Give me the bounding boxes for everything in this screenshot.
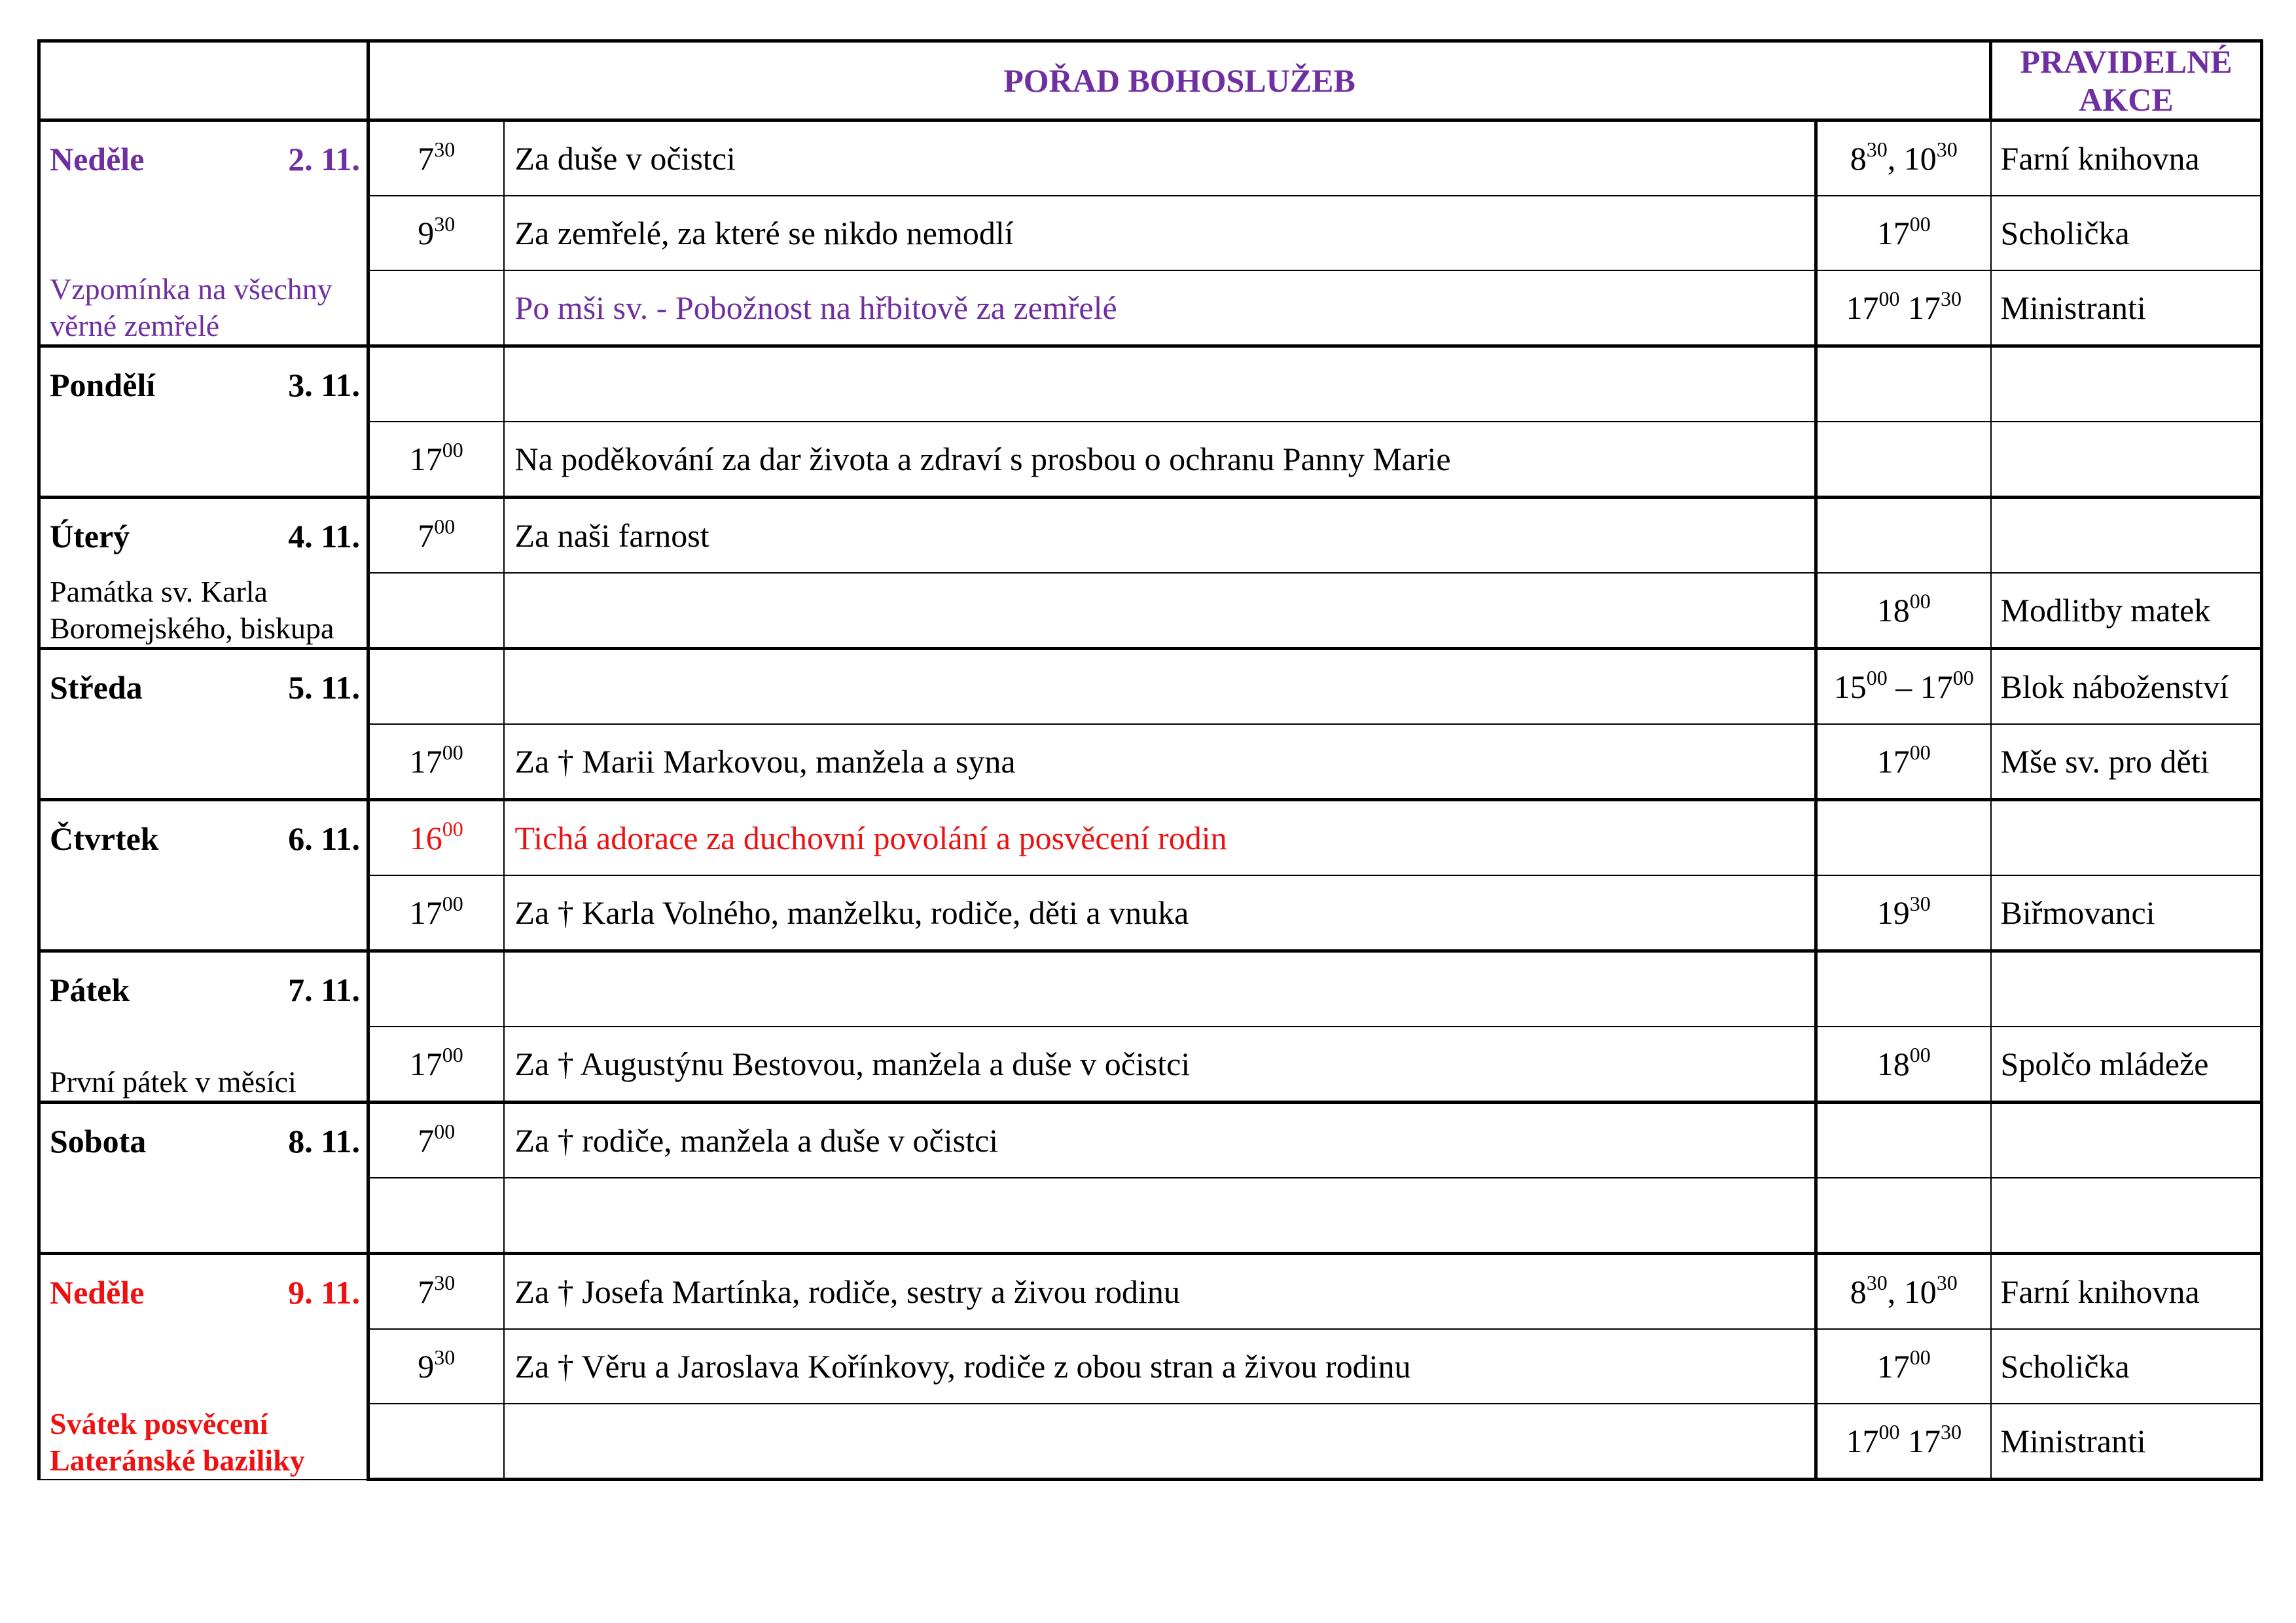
mass-intention: Na poděkování za dar života a zdraví s prosbou o ochranu Panny Marie [504,422,1816,498]
event-time-hour: – 17 [1887,668,1953,705]
mass-intention [504,951,1816,1027]
day-date: 7. 11. [288,972,360,1008]
mass-time [368,724,504,800]
mass-intention: Po mši sv. - Pobožnost na hřbitově za zemřelé [504,270,1816,346]
day-note: První pátek v měsíci [50,1065,296,1099]
day-name: Neděle [50,1274,145,1311]
mass-intention [504,1178,1816,1254]
event-time-hour: 17 [1876,215,1910,251]
event-time-hour: 15 [1833,668,1867,705]
event-time-minutes: 00 [1909,212,1931,236]
event-time [1816,1404,1991,1480]
event-name: Ministranti [1991,1404,2262,1480]
header-row [39,41,2262,120]
event-time-minutes: 30 [1941,1420,1962,1444]
mass-time [368,800,504,876]
mass-time-hour: 9 [418,1348,435,1385]
event-name [1991,422,2262,498]
event-time [1816,649,1991,725]
day-wrap [50,820,360,949]
day-header [50,668,360,706]
mass-time-hour: 7 [418,1273,435,1310]
mass-intention: Za † Marii Markovou, manžela a syna [504,724,1816,800]
mass-time-minutes: 00 [442,892,463,916]
event-time-hour: 8 [1850,140,1867,177]
event-name [1991,498,2262,574]
event-time [1816,498,1991,574]
mass-time-minutes: 30 [434,137,456,162]
day-wrap [50,1122,360,1252]
mass-intention: Za † Věru a Jaroslava Kořínkovy, rodiče z obou stran a živou rodinu [504,1329,1816,1404]
event-name [1991,1103,2262,1178]
event-name: Ministranti [1991,270,2262,346]
schedule-row [39,1254,2262,1330]
event-time [1816,346,1991,422]
day-cell [39,1103,368,1254]
mass-time-minutes: 00 [434,1120,456,1144]
event-name: Modlitby matek [1991,573,2262,649]
day-note: Památka sv. Karla Boromejského, biskupa [50,575,334,645]
schedule-row [39,1404,2262,1480]
event-name: Farní knihovna [1991,1254,2262,1330]
day-date: 8. 11. [288,1123,360,1159]
mass-time [368,649,504,725]
mass-time-hour: 17 [409,441,442,477]
schedule-row [39,346,2262,422]
schedule-row [39,498,2262,574]
mass-intention: Za † Josefa Martínka, rodiče, sestry a živou rodinu [504,1254,1816,1330]
mass-intention [504,346,1816,422]
mass-time [368,120,504,196]
day-cell [39,346,368,498]
day-date: 2. 11. [288,141,360,177]
event-time [1816,724,1991,800]
day-date: 9. 11. [288,1274,360,1311]
day-header [50,820,360,858]
event-time [1816,196,1991,270]
day-cell [39,1254,368,1480]
mass-time-hour: 9 [418,215,435,251]
event-time-minutes: 00 [1952,666,1974,690]
event-time-hour: 17 [1899,289,1941,326]
day-header [50,366,360,404]
day-header [50,1273,360,1311]
event-name: Mše sv. pro děti [1991,724,2262,800]
mass-time-minutes: 30 [434,212,456,236]
mass-time-minutes: 00 [442,438,463,462]
mass-time [368,875,504,951]
day-wrap [50,668,360,798]
mass-time [368,498,504,574]
schedule-row [39,1103,2262,1178]
event-name: Scholička [1991,196,2262,270]
mass-time [368,1178,504,1254]
event-time-minutes: 00 [1909,1345,1931,1370]
event-time [1816,1178,1991,1254]
day-cell [39,498,368,649]
mass-time-minutes: 00 [434,515,456,539]
event-time-minutes: 00 [1878,1420,1900,1444]
event-time [1816,1329,1991,1404]
day-note: Vzpomínka na všechny věrné zemřelé [50,272,332,342]
day-name: Úterý [50,518,130,555]
mass-time [368,422,504,498]
event-time-minutes: 00 [1909,1043,1931,1067]
mass-time [368,1027,504,1103]
mass-time-hour: 17 [409,743,442,780]
day-wrap [50,1273,360,1479]
event-time-minutes: 30 [1936,137,1958,162]
day-header [50,1122,360,1160]
event-time-hour: 19 [1876,894,1910,931]
day-header [50,971,360,1009]
event-time-minutes: 30 [1866,1271,1888,1295]
day-date: 4. 11. [288,518,360,555]
event-time-hour: 18 [1876,1046,1910,1082]
mass-intention: Za zemřelé, za které se nikdo nemodlí [504,196,1816,270]
schedule-row [39,422,2262,498]
event-time [1816,800,1991,876]
event-time [1816,1027,1991,1103]
schedule-row [39,724,2262,800]
day-name: Pondělí [50,367,156,403]
day-note: Svátek posvěcení Lateránské baziliky [50,1406,305,1477]
mass-time-hour: 7 [418,1122,435,1159]
mass-time-minutes: 30 [434,1345,456,1370]
day-name: Neděle [50,141,145,177]
event-time-minutes: 00 [1909,740,1931,765]
mass-time [368,346,504,422]
header-side-title: PRAVIDELNÉ AKCE [1991,41,2262,120]
event-time-hour: 17 [1846,1423,1879,1459]
schedule-row [39,120,2262,196]
event-name: Scholička [1991,1329,2262,1404]
mass-time [368,270,504,346]
day-date: 6. 11. [288,820,360,857]
mass-time [368,1404,504,1480]
schedule-row [39,1027,2262,1103]
event-time-hour: 18 [1876,592,1910,629]
event-name [1991,951,2262,1027]
event-name: Farní knihovna [1991,120,2262,196]
event-time-hour: , 10 [1887,140,1937,177]
event-time [1816,875,1991,951]
event-name [1991,346,2262,422]
schedule-row [39,875,2262,951]
event-time-hour: 17 [1876,1348,1910,1385]
event-time-minutes: 30 [1866,137,1888,162]
schedule-sheet [37,39,2260,1491]
day-header [50,140,360,178]
day-wrap [50,366,360,496]
day-date: 3. 11. [288,367,360,403]
event-time [1816,422,1991,498]
mass-time-hour: 17 [409,894,442,931]
schedule-row [39,1178,2262,1254]
event-time-hour: 8 [1850,1273,1867,1310]
event-time [1816,951,1991,1027]
schedule-table [37,39,2263,1481]
mass-time [368,951,504,1027]
schedule-row [39,270,2262,346]
event-time [1816,1103,1991,1178]
mass-time-hour: 7 [418,140,435,177]
mass-intention: Za duše v očistci [504,120,1816,196]
event-time [1816,120,1991,196]
event-time-minutes: 30 [1936,1271,1958,1295]
day-cell [39,800,368,951]
event-time [1816,1254,1991,1330]
mass-intention: Tichá adorace za duchovní povolání a posvěcení rodin [504,800,1816,876]
mass-time-minutes: 00 [442,817,463,841]
mass-time [368,1254,504,1330]
schedule-row [39,800,2262,876]
schedule-row [39,649,2262,725]
mass-intention [504,1404,1816,1480]
mass-time [368,1103,504,1178]
schedule-row [39,196,2262,270]
mass-time-hour: 7 [418,517,435,554]
mass-time [368,573,504,649]
event-name: Spolčo mládeže [1991,1027,2262,1103]
event-time-minutes: 00 [1866,666,1888,690]
day-date: 5. 11. [288,669,360,706]
mass-time [368,196,504,270]
mass-time [368,1329,504,1404]
day-cell [39,649,368,800]
day-wrap [50,971,360,1101]
day-header [50,517,360,555]
day-wrap [50,517,360,647]
day-name: Čtvrtek [50,820,159,857]
mass-time-minutes: 00 [442,740,463,765]
event-time-minutes: 00 [1909,589,1931,613]
event-time-hour: , 10 [1887,1273,1937,1310]
event-time-minutes: 00 [1878,287,1900,311]
event-name: Biřmovanci [1991,875,2262,951]
mass-time-hour: 16 [409,820,442,856]
mass-intention: Za naši farnost [504,498,1816,574]
event-time-hour: 17 [1899,1423,1941,1459]
event-time-hour: 17 [1846,289,1879,326]
day-cell [39,120,368,346]
mass-intention: Za † Augustýnu Bestovou, manžela a duše v očistci [504,1027,1816,1103]
mass-intention [504,573,1816,649]
event-time [1816,573,1991,649]
day-wrap [50,140,360,344]
event-name [1991,800,2262,876]
mass-intention: Za † rodiče, manžela a duše v očistci [504,1103,1816,1178]
event-time [1816,270,1991,346]
event-time-hour: 17 [1876,743,1910,780]
day-name: Sobota [50,1123,147,1159]
schedule-row [39,573,2262,649]
event-time-minutes: 30 [1941,287,1962,311]
header-main-title: POŘAD BOHOSLUŽEB [368,41,1991,120]
day-name: Pátek [50,972,130,1008]
mass-time-minutes: 30 [434,1271,456,1295]
header-corner [39,41,368,120]
event-name: Blok náboženství [1991,649,2262,725]
day-cell [39,951,368,1103]
mass-time-hour: 17 [409,1046,442,1082]
mass-intention [504,649,1816,725]
schedule-row [39,951,2262,1027]
event-name [1991,1178,2262,1254]
day-name: Středa [50,669,143,706]
mass-intention: Za † Karla Volného, manželku, rodiče, děti a vnuka [504,875,1816,951]
event-time-minutes: 30 [1909,892,1931,916]
mass-time-minutes: 00 [442,1043,463,1067]
schedule-row [39,1329,2262,1404]
